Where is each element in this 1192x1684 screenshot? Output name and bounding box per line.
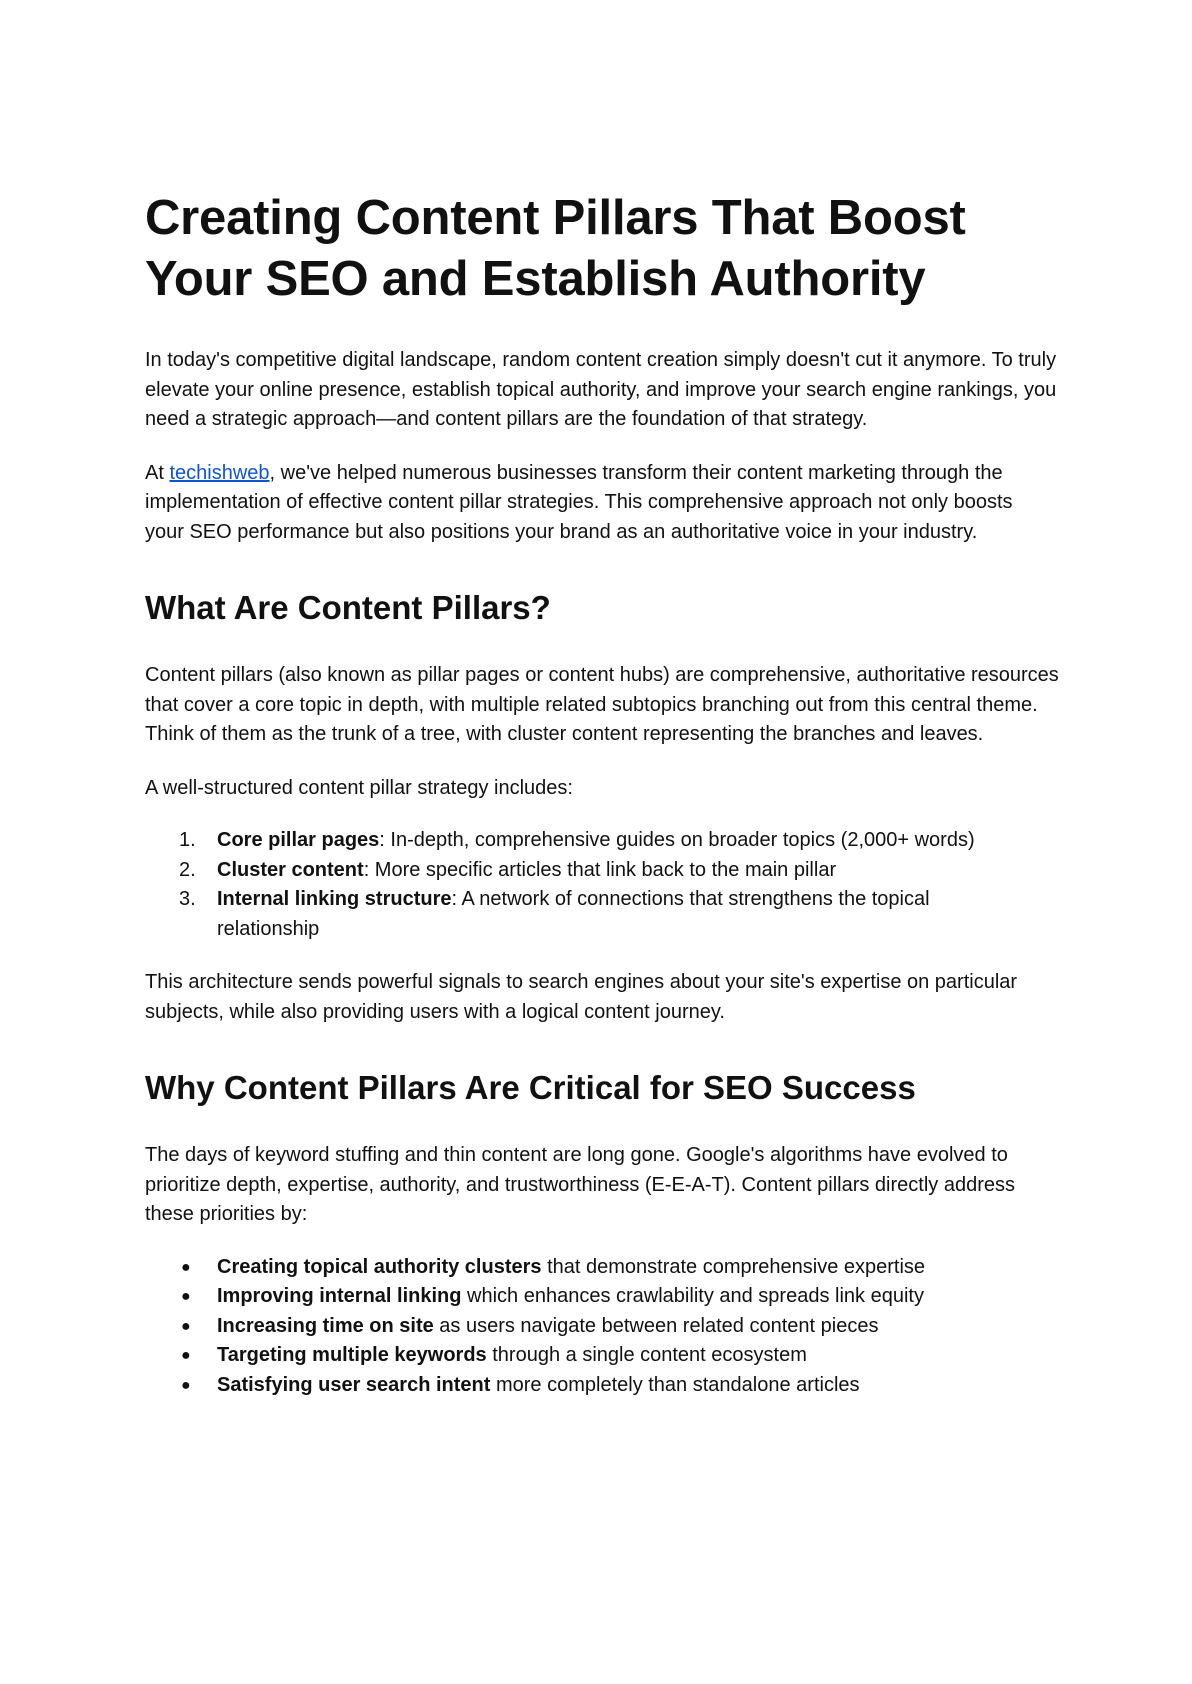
list-item — [145, 856, 975, 886]
list-item — [145, 1371, 1045, 1401]
list-item-text: through a single content ecosystem — [486, 1344, 807, 1366]
list-item-bold: Improving internal linking — [217, 1285, 462, 1307]
why-paragraph: The days of keyword stuffing and thin content are long gone. Google's algorithms have evolved to prioritize depth, expertise, authority, and trustworthiness (E-E-A-T). Content pillars directly address these priorities by: — [145, 1144, 1015, 1225]
list-item-text: : More specific articles that link back to the main pillar — [363, 858, 837, 881]
list-item-bold: Internal linking structure — [217, 888, 452, 910]
list-number: 3. — [179, 888, 196, 910]
bullet-icon: ● — [181, 1376, 191, 1394]
bullet-icon: ● — [181, 1258, 191, 1276]
list-item — [145, 1341, 1045, 1371]
intro-prefix: At — [145, 461, 170, 484]
architecture-paragraph: This architecture sends powerful signals to search engines about your site's expertise on particular subjects, while also providing users with a logical content journey. — [145, 971, 1018, 1023]
bullet-icon: ● — [181, 1347, 191, 1364]
strategy-list — [145, 826, 975, 944]
list-number: 2. — [179, 858, 196, 881]
list-item-text: : A network of connections that strengthens the topical relationship — [217, 888, 930, 940]
intro-paragraph: In today's competitive digital landscape, random content creation simply doesn't cut it anymore. To truly elevate your online presence, establish topical authority, and improve your search engine rankings, you need a strategic approach—and content pillars are the foundation of that strategy. — [145, 349, 1057, 430]
list-item-bold: Targeting multiple keywords — [217, 1344, 487, 1366]
list-item-bold: Satisfying user search intent — [217, 1373, 491, 1396]
techishweb-link[interactable]: techishweb — [169, 461, 270, 484]
section-heading-what: What Are Content Pillars? — [145, 589, 551, 626]
what-paragraph: Content pillars (also known as pillar pages or content hubs) are comprehensive, authoritative resources that cover a core topic in depth, with multiple related subtopics branching out from this central theme. Think of them as the trunk of a tree, with cluster content representing the branches and leaves. — [145, 664, 1059, 745]
intro-company-paragraph — [145, 459, 1025, 548]
bullet-icon: ● — [181, 1317, 191, 1335]
list-item — [145, 1253, 1045, 1283]
list-item-bold: Cluster content — [217, 858, 364, 881]
list-item-bold: Increasing time on site — [217, 1314, 434, 1337]
bullet-icon: ● — [181, 1288, 191, 1305]
list-item-text: as users navigate between related content pieces — [433, 1314, 879, 1337]
list-item — [145, 1312, 1045, 1342]
list-number: 1. — [179, 829, 196, 851]
list-item-bold: Core pillar pages — [217, 829, 380, 851]
list-item — [145, 1282, 1045, 1312]
list-item-text: that demonstrate comprehensive expertise — [541, 1255, 926, 1278]
benefits-list — [145, 1253, 1045, 1401]
intro-suffix: , we've helped numerous businesses transform their content marketing through the implementation of effective content pillar strategies. This comprehensive approach not only boosts your SEO performance but also positions your brand as an authoritative voice in your industry. — [145, 461, 1013, 543]
list-item-text: : In-depth, comprehensive guides on broader topics (2,000+ words) — [379, 829, 975, 851]
list-item-bold: Creating topical authority clusters — [217, 1255, 542, 1278]
list-intro: A well-structured content pillar strategy includes: — [145, 776, 573, 799]
list-item — [145, 885, 975, 944]
list-item — [145, 826, 975, 856]
page-title: Creating Content Pillars That Boost Your SEO and Establish Authority — [145, 191, 966, 306]
list-item-text: more completely than standalone articles — [490, 1373, 860, 1396]
list-item-text: which enhances crawlability and spreads link equity — [461, 1285, 924, 1307]
section-heading-why: Why Content Pillars Are Critical for SEO Success — [145, 1069, 916, 1106]
